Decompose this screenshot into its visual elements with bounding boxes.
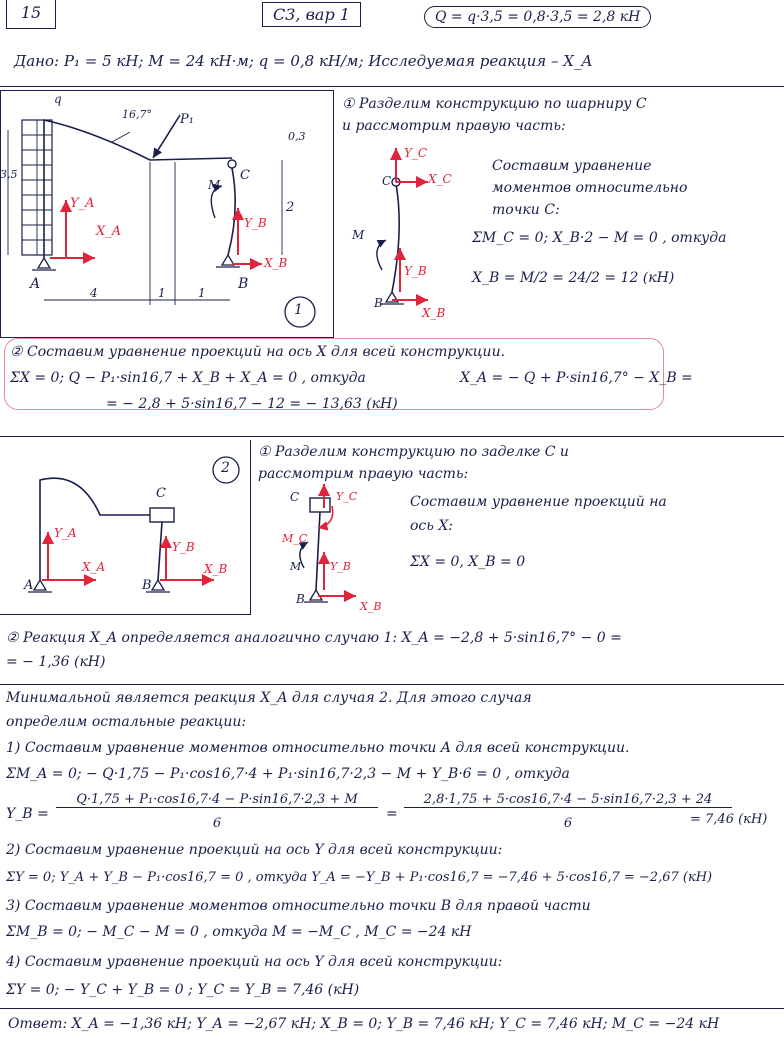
answer-line: Ответ: X_A = −1,36 кН; Y_A = −2,67 кН; X_B = 0; Y_B = 7,46 кН; Y_C = 7,46 кН; M_C = −24 кН	[8, 1016, 720, 1032]
dim-top-right: 0,3	[288, 130, 306, 143]
case2-side-m: M	[290, 560, 302, 573]
dim-right: 2	[286, 200, 295, 215]
yb-lhs: Y_B =	[6, 806, 49, 822]
final-step2: 2) Составим уравнение проекций на ось Y для всей конструкции:	[6, 842, 503, 858]
dim-bottom-3: 1	[198, 286, 206, 300]
p1-label: P₁	[180, 112, 194, 127]
case2-side-yb: Y_B	[330, 560, 351, 573]
case2-side-mc: M_C	[282, 532, 308, 545]
case2-xa: X_A	[82, 560, 106, 574]
proj-equation: ΣX = 0, X_B = 0	[410, 554, 526, 570]
case2-step2-line2: = − 1,36 (кН)	[6, 654, 106, 670]
case1-step2-xa: X_A = − Q + P·sin16,7° − X_B =	[460, 370, 693, 386]
moment-line2: моментов относительно	[492, 180, 688, 196]
dim-bottom-1: 4	[90, 286, 98, 300]
xb-result: X_B = M/2 = 24/2 = 12 (кН)	[472, 270, 675, 286]
side-c: C	[382, 174, 392, 188]
case1-figure	[0, 90, 332, 336]
case2-side-c: C	[290, 490, 300, 504]
dim-left: 3,5	[0, 168, 18, 181]
side-yc: Y_C	[404, 146, 428, 160]
case2-point-c: C	[156, 486, 166, 501]
final-intro-1: Минимальной является реакция X_A для случая 2. Для этого случая	[6, 690, 532, 706]
case2-step1-line2: рассмотрим правую часть:	[258, 466, 469, 482]
final-intro-2: определим остальные реакции:	[6, 714, 247, 730]
moment-m: M	[208, 178, 221, 192]
case2-side-yc: Y_C	[336, 490, 358, 503]
moment-equation: ΣM_C = 0; X_B·2 − M = 0 , откуда	[472, 230, 727, 246]
case1-step1-line2: и рассмотрим правую часть:	[342, 118, 566, 134]
final-step3-eq: ΣM_B = 0; − M_C − M = 0 , откуда M = −M_C , M_C = −24 кН	[6, 924, 472, 940]
case1-step2-result: = − 2,8 + 5·sin16,7 − 12 = − 13,63 (кН)	[106, 396, 398, 412]
q-label: q	[54, 92, 62, 106]
side-m: M	[352, 228, 365, 242]
xa-label: X_A	[96, 224, 122, 239]
ya-label: Y_A	[70, 196, 95, 211]
case1-step2-eq: ΣX = 0; Q − P₁·sin16,7 + X_B + X_A = 0 , откуда	[10, 370, 366, 386]
page-number: 15	[6, 0, 56, 29]
final-step4: 4) Составим уравнение проекций на ось Y для всей конструкции:	[6, 954, 503, 970]
yb-result: = 7,46 (кН)	[690, 812, 768, 827]
side-b: B	[374, 296, 383, 310]
case1-step2-line1: ② Составим уравнение проекций на ось X для всей конструкции.	[10, 344, 506, 360]
moment-line3: точки C:	[492, 202, 560, 218]
side-xc: X_C	[428, 172, 452, 186]
final-step4-eq: ΣY = 0; − Y_C + Y_B = 0 ; Y_C = Y_B = 7,46 (кН)	[6, 982, 360, 998]
case2-ya: Y_A	[54, 526, 77, 540]
yb-equals: =	[386, 806, 398, 822]
yb-numerator-1: Q·1,75 + P₁·cos16,7·4 − P·sin16,7·2,3 + M	[56, 792, 378, 808]
proj-line1: Составим уравнение проекций на	[410, 494, 667, 510]
case2-side-xb: X_B	[360, 600, 382, 613]
dim-bottom-2: 1	[158, 286, 166, 300]
case2-yb: Y_B	[172, 540, 195, 554]
point-c: C	[240, 168, 250, 183]
case1-number: 1	[294, 302, 303, 318]
xb-label: X_B	[264, 256, 288, 270]
proj-line2: ось X:	[410, 518, 454, 534]
moment-line1: Составим уравнение	[492, 158, 652, 174]
case2-side-b: B	[296, 592, 305, 606]
final-step2-eq: ΣY = 0; Y_A + Y_B − P₁·cos16,7 = 0 , откуда Y_A = −Y_B + P₁·cos16,7 = −7,46 + 5·cos16,7 = −2,67 (кН)	[6, 870, 713, 885]
case2-step1-line1: ① Разделим конструкцию по заделке C и	[258, 444, 569, 460]
yb-denominator-1: 6	[212, 816, 222, 831]
yb-numerator-2: 2,8·1,75 + 5·cos16,7·4 − 5·sin16,7·2,3 + 24	[404, 792, 732, 808]
point-a: A	[30, 276, 41, 292]
case2-side-figure	[270, 484, 390, 614]
side-xb: X_B	[422, 306, 446, 320]
case2-point-a: A	[24, 578, 34, 593]
case1-step1-line1: ① Разделим конструкцию по шарниру C	[342, 96, 647, 112]
angle-label: 16,7°	[122, 108, 152, 121]
q-formula: Q = q·3,5 = 0,8·3,5 = 2,8 кН	[424, 6, 651, 28]
final-step1-eq: ΣM_A = 0; − Q·1,75 − P₁·cos16,7·4 + P₁·sin16,7·2,3 − M + Y_B·6 = 0 , откуда	[6, 766, 570, 782]
final-step1: 1) Составим уравнение моментов относительно точки A для всей конструкции.	[6, 740, 630, 756]
case2-step2-line1: ② Реакция X_A определяется аналогично случаю 1: X_A = −2,8 + 5·sin16,7° − 0 =	[6, 630, 622, 646]
case2-figure	[0, 440, 250, 614]
case2-point-b: B	[142, 578, 152, 593]
given-line: Дано: P₁ = 5 кН; M = 24 кН·м; q = 0,8 кН/м; Исследуемая реакция – X_A	[14, 52, 593, 70]
point-b: B	[238, 276, 249, 292]
task-label: C3, вар 1	[262, 2, 361, 27]
case2-xb: X_B	[204, 562, 228, 576]
yb-denominator-2: 6	[563, 816, 573, 831]
case2-number: 2	[221, 460, 230, 476]
final-step3: 3) Составим уравнение моментов относительно точки B для правой части	[6, 898, 591, 914]
yb-label: Y_B	[244, 216, 267, 230]
side-yb: Y_B	[404, 264, 427, 278]
